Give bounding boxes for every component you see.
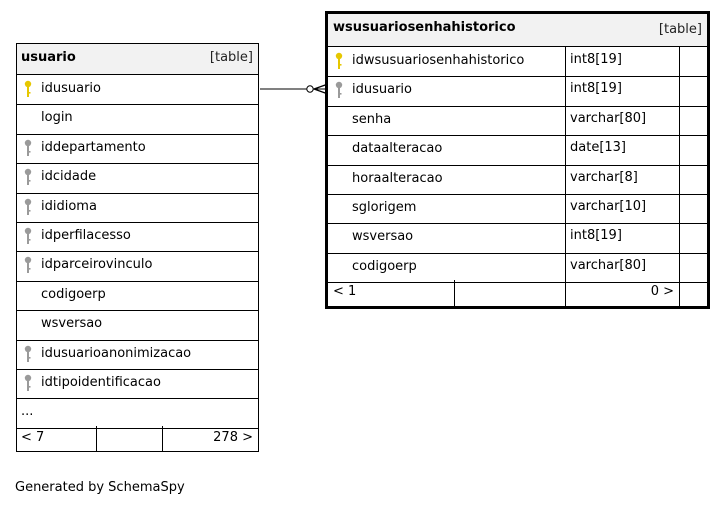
column-name: ... (21, 404, 34, 420)
footer-children-count: < 7 (21, 430, 45, 445)
column-row[interactable] (17, 193, 258, 223)
column-name: ididioma (41, 198, 97, 214)
table-kind: [table] (658, 22, 702, 37)
column-name: idusuario (352, 82, 412, 98)
column-row[interactable] (328, 106, 707, 136)
footer-children-count: < 1 (333, 284, 357, 299)
foreign-key-icon (334, 81, 344, 99)
column-row[interactable] (328, 165, 707, 195)
column-row[interactable] (17, 340, 258, 370)
primary-key-icon (23, 80, 33, 98)
column-type: int8[19] (570, 52, 622, 67)
column-type: int8[19] (570, 228, 622, 244)
column-name: idparceirovinculo (41, 257, 153, 273)
table-wsusuariosenhahistorico[interactable] (325, 11, 710, 309)
footer-rows-count: 0 > (650, 284, 674, 299)
foreign-key-icon (23, 345, 33, 363)
column-name: codigoerp (41, 286, 106, 302)
column-row[interactable] (17, 310, 258, 340)
column-extra-cell (679, 194, 707, 223)
footer-spacer (96, 426, 162, 451)
foreign-key-icon (23, 227, 33, 245)
column-type: varchar[80] (570, 110, 647, 126)
column-name: iddepartamento (41, 139, 146, 155)
column-name: sglorigem (352, 200, 417, 215)
column-row[interactable] (17, 134, 258, 164)
primary-key-icon (334, 52, 344, 70)
column-row[interactable] (328, 194, 707, 224)
column-extra-cell (679, 135, 707, 164)
column-row[interactable] (17, 222, 258, 252)
footer-spacer (454, 280, 565, 306)
column-row[interactable] (328, 223, 707, 253)
column-name: senha (352, 111, 392, 127)
table-kind: [table] (209, 50, 253, 65)
table-header (328, 14, 707, 47)
foreign-key-icon (23, 139, 33, 157)
column-extra-cell (679, 253, 707, 282)
column-row[interactable] (17, 104, 258, 134)
column-name: idusuario (41, 81, 101, 96)
table-footer (328, 280, 707, 306)
foreign-key-icon (23, 198, 33, 216)
column-row[interactable] (17, 369, 258, 399)
generated-by-label: Generated by SchemaSpy (15, 480, 185, 495)
column-extra-cell (679, 223, 707, 252)
column-row[interactable] (328, 253, 707, 283)
column-extra-cell (679, 47, 707, 76)
foreign-key-icon (23, 374, 33, 392)
column-name: wsversao (352, 229, 414, 245)
table-header (17, 44, 258, 75)
table-usuario[interactable] (16, 43, 259, 452)
footer-extra (679, 280, 707, 306)
column-name: horaalteracao (352, 170, 443, 186)
column-name: idwsusuariosenhahistorico (352, 53, 525, 68)
foreign-key-icon (23, 168, 33, 186)
table-name: wsusuariosenhahistorico (333, 20, 516, 35)
column-type: varchar[8] (570, 169, 638, 185)
column-row[interactable] (328, 47, 707, 77)
column-extra-cell (679, 165, 707, 194)
column-name: dataalteracao (352, 141, 443, 157)
table-footer (17, 426, 258, 451)
column-name: idperfilacesso (41, 228, 131, 243)
column-type: varchar[10] (570, 199, 647, 214)
column-name: idcidade (41, 169, 97, 185)
column-type: date[13] (570, 140, 626, 156)
column-name: idusuarioanonimizacao (41, 345, 192, 361)
column-name: codigoerp (352, 258, 417, 274)
column-row[interactable] (328, 76, 707, 106)
column-type: int8[19] (570, 81, 622, 97)
column-type: varchar[80] (570, 257, 647, 273)
column-row[interactable] (17, 75, 258, 105)
foreign-key-icon (23, 256, 33, 274)
column-extra-cell (679, 106, 707, 135)
column-row[interactable] (17, 251, 258, 281)
table-name: usuario (21, 50, 76, 65)
column-row[interactable] (17, 281, 258, 311)
column-name: login (41, 110, 73, 126)
column-extra-cell (679, 76, 707, 105)
column-name: idtipoidentificacao (41, 375, 161, 390)
column-row[interactable] (17, 163, 258, 193)
column-row[interactable] (17, 398, 258, 428)
footer-rows-count: 278 > (213, 430, 253, 445)
column-name: wsversao (41, 316, 103, 332)
column-row[interactable] (328, 135, 707, 165)
